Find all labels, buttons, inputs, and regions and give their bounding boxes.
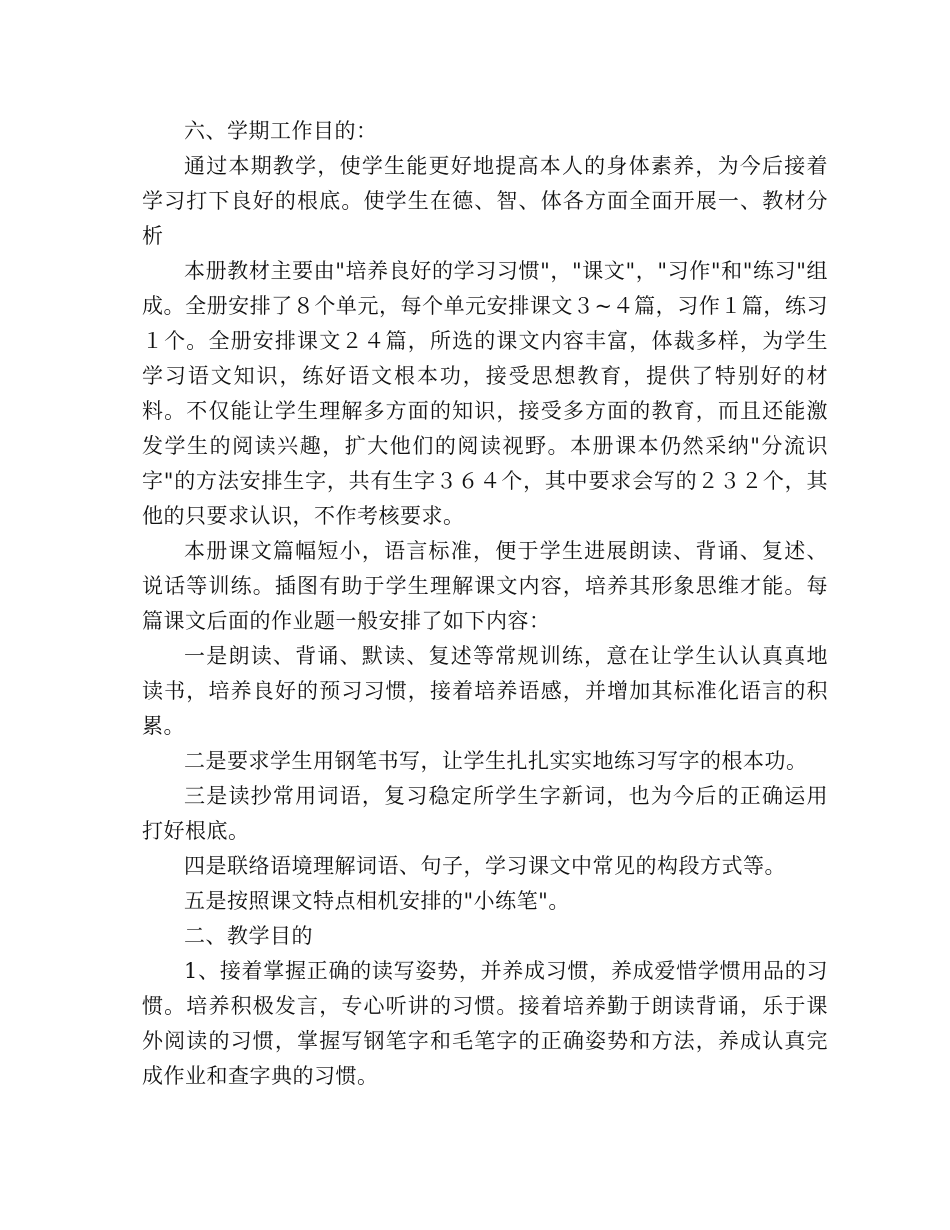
paragraph-teaching-goal-one: 1、接着掌握正确的读写姿势，并养成习惯，养成爱惜学惯用品的习惯。培养积极发言，专心听讲的习惯。接着培养勤于朗读背诵，乐于课外阅读的习惯，掌握写钢笔字和毛笔字的正确姿势和方法，养成认真完成作业和查字典的习惯。 bbox=[142, 959, 828, 1088]
section-heading-semester-goals: 六、学期工作目的： bbox=[184, 119, 378, 143]
list-item-exercise-four: 四是联络语境理解词语、句子，学习课文中常见的构段方式等。 bbox=[184, 854, 786, 878]
list-item-exercise-two: 二是要求学生用钢笔书写，让学生扎扎实实地练习写字的根本功。 bbox=[184, 749, 808, 773]
paragraph-semester-goal-text: 通过本期教学，使学生能更好地提高本人的身体素养，为今后接着学习打下良好的根底。使学生在德、智、体各方面全面开展一、教材分析 bbox=[142, 154, 828, 248]
paragraph-lesson-features: 本册课文篇幅短小，语言标准，便于学生进展朗读、背诵、复述、说话等训练。插图有助于学生理解课文内容，培养其形象思维才能。每篇课文后面的作业题一般安排了如下内容： bbox=[142, 539, 828, 633]
document-body bbox=[142, 114, 828, 1094]
list-item-exercise-three: 三是读抄常用词语，复习稳定所学生字新词，也为今后的正确运用打好根底。 bbox=[142, 784, 828, 843]
list-item-exercise-one: 一是朗读、背诵、默读、复述等常规训练，意在让学生认认真真地读书，培养良好的预习习惯，接着培养语感，并增加其标准化语言的积累。 bbox=[142, 644, 828, 738]
section-heading-teaching-goals: 二、教学目的 bbox=[184, 924, 313, 948]
list-item-exercise-five: 五是按照课文特点相机安排的"小练笔"。 bbox=[184, 889, 570, 913]
paragraph-textbook-composition: 本册教材主要由"培养良好的学习习惯"，"课文"，"习作"和"练习"组成。全册安排了８个单元，每个单元安排课文３~４篇，习作１篇，练习１个。全册安排课文２４篇，所选的课文内容丰富，体裁多样，为学生学习语文知识，练好语文根本功，接受思想教育，提供了特别好的材料。不仅能让学生理解多方面的知识，接受多方面的教育，而且还能激发学生的阅读兴趣，扩大他们的阅读视野。本册课本仍然采纳"分流识字"的方法安排生字，共有生字３６４个，其中要求会写的２３２个，其他的只要求认识，不作考核要求。 bbox=[142, 259, 828, 528]
